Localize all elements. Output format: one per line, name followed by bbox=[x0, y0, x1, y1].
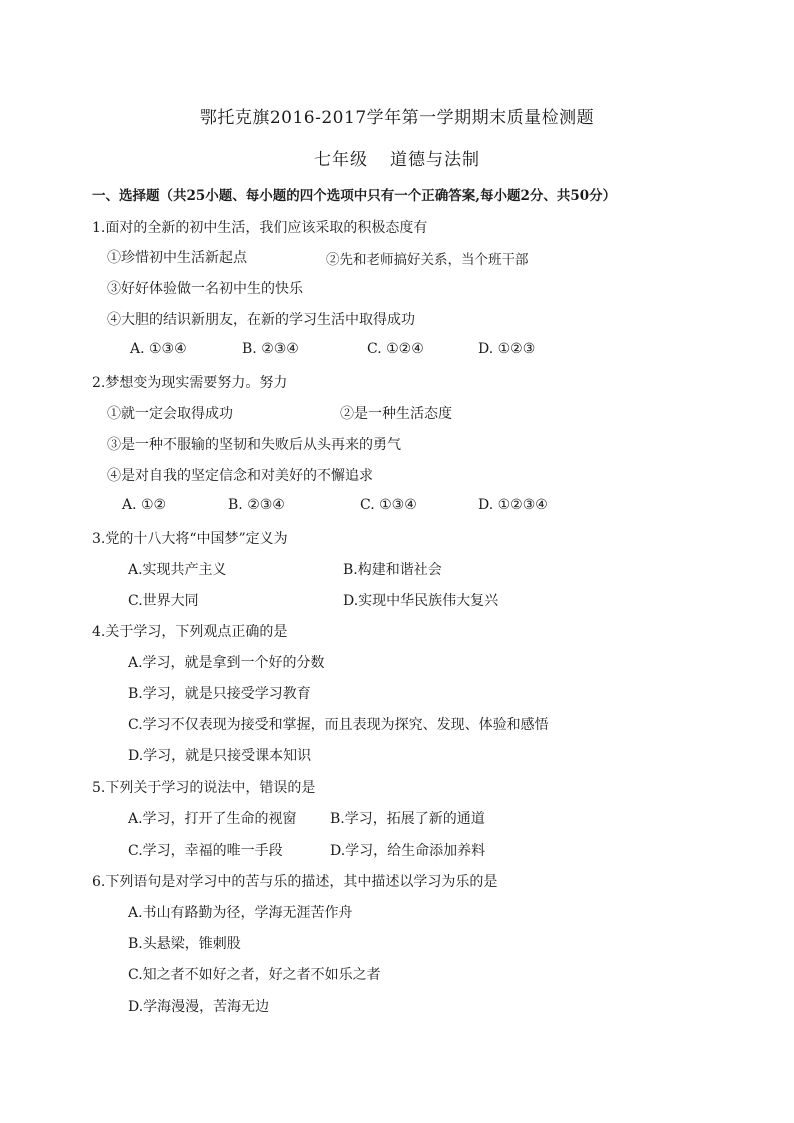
question-4-choice-d: D.学习，就是只接受课本知识 bbox=[128, 748, 312, 764]
question-2-choice-c: C. ①③④ bbox=[360, 497, 417, 513]
question-6-choice-c: C.知之者不如好之者，好之者不如乐之者 bbox=[128, 967, 381, 983]
question-4-choice-b: B.学习，就是只接受学习教育 bbox=[128, 686, 311, 702]
question-6-choice-a: A.书山有路勤为径，学海无涯苦作舟 bbox=[128, 905, 353, 921]
question-2-choice-d: D. ①②③④ bbox=[478, 497, 548, 513]
question-5-choice-a: A.学习，打开了生命的视窗 bbox=[128, 811, 297, 827]
question-5-stem: 5.下列关于学习的说法中，错误的是 bbox=[92, 780, 316, 796]
question-2-statement-1: ①就一定会取得成功 bbox=[107, 406, 233, 422]
question-2-stem: 2.梦想变为现实需要努力。努力 bbox=[92, 375, 288, 391]
question-5-choice-d: D.学习，给生命添加养料 bbox=[330, 843, 486, 859]
subject-label: 道德与法制 bbox=[390, 150, 480, 170]
question-2-statement-3: ③是一种不服输的坚韧和失败后从头再来的勇气 bbox=[107, 437, 401, 453]
question-1-statement-4: ④大胆的结识新朋友，在新的学习生活中取得成功 bbox=[107, 312, 415, 328]
question-1-choice-c: C. ①②④ bbox=[367, 341, 424, 357]
question-1-choice-b: B. ②③④ bbox=[242, 341, 299, 357]
question-2-statement-2: ②是一种生活态度 bbox=[340, 406, 452, 422]
question-3-choice-b: B.构建和谐社会 bbox=[343, 562, 442, 578]
question-1-choice-d: D. ①②③ bbox=[478, 341, 536, 357]
question-1-statement-2: ②先和老师搞好关系，当个班干部 bbox=[326, 252, 529, 268]
question-4-stem: 4.关于学习，下列观点正确的是 bbox=[92, 624, 288, 640]
section-heading: 一、选择题（共25小题、每小题的四个选项中只有一个正确答案,每小题2分、共50分） bbox=[92, 188, 617, 204]
question-3-choice-d: D.实现中华民族伟大复兴 bbox=[343, 593, 499, 609]
question-2-choice-b: B. ②③④ bbox=[228, 497, 285, 513]
question-6-choice-b: B.头悬梁，锥刺股 bbox=[128, 936, 241, 952]
question-6-choice-d: D.学海漫漫，苦海无边 bbox=[128, 999, 270, 1015]
question-1-statement-3: ③好好体验做一名初中生的快乐 bbox=[107, 281, 303, 297]
exam-title: 鄂托克旗2016-2017学年第一学期期末质量检测题 bbox=[199, 108, 595, 128]
question-4-choice-a: A.学习，就是拿到一个好的分数 bbox=[128, 655, 325, 671]
question-2-choice-a: A. ①② bbox=[122, 497, 167, 513]
question-5-choice-b: B.学习，拓展了新的通道 bbox=[330, 811, 485, 827]
question-1-statement-1: ①珍惜初中生活新起点 bbox=[107, 250, 247, 266]
question-6-stem: 6.下列语句是对学习中的苦与乐的描述，其中描述以学习为乐的是 bbox=[92, 874, 498, 890]
question-2-statement-4: ④是对自我的坚定信念和对美好的不懈追求 bbox=[107, 468, 373, 484]
question-1-stem: 1.面对的全新的初中生活，我们应该采取的积极态度有 bbox=[92, 220, 428, 236]
question-5-choice-c: C.学习，幸福的唯一手段 bbox=[128, 843, 283, 859]
question-3-choice-a: A.实现共产主义 bbox=[128, 562, 227, 578]
grade-label: 七年级 bbox=[314, 150, 368, 170]
question-4-choice-c: C.学习不仅表现为接受和掌握，而且表现为探究、发现、体验和感悟 bbox=[128, 717, 549, 733]
question-1-choice-a: A. ①③④ bbox=[130, 341, 187, 357]
question-3-choice-c: C.世界大同 bbox=[128, 593, 199, 609]
question-3-stem: 3.党的十八大将“中国梦”定义为 bbox=[92, 531, 288, 547]
exam-subtitle bbox=[0, 145, 794, 170]
